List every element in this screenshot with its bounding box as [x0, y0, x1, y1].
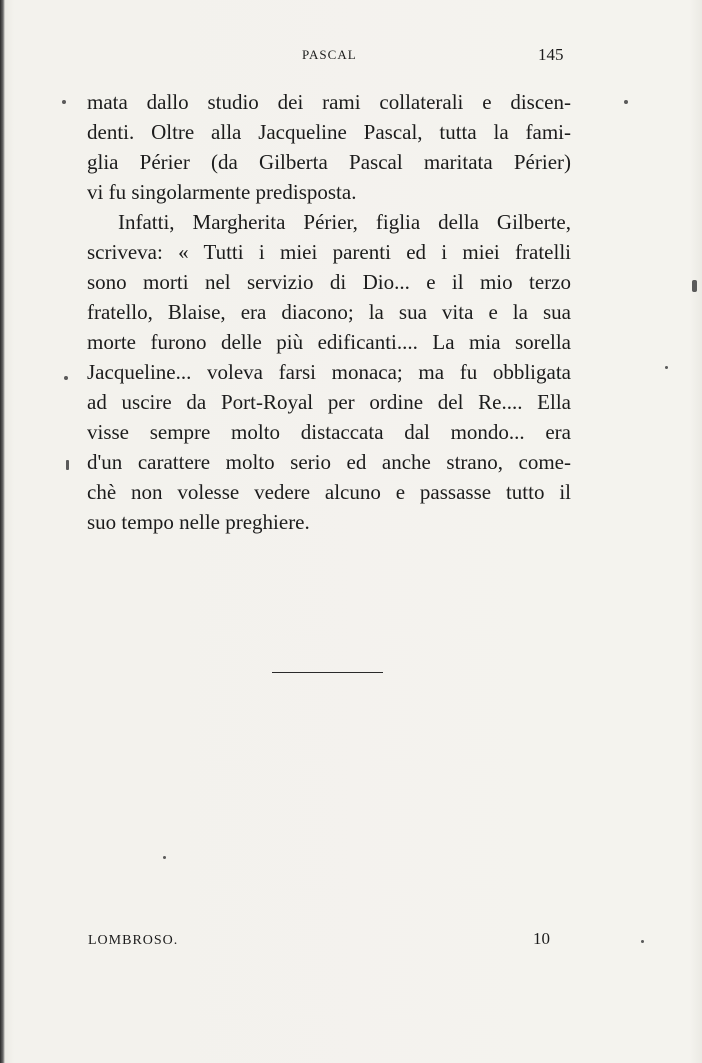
text-line-2: denti. Oltre alla Jacqueline Pascal, tutta la fami- — [87, 120, 571, 144]
paper-speck — [163, 856, 166, 859]
running-head: PASCAL — [302, 47, 357, 62]
paper-speck — [62, 100, 66, 104]
text-line-15: suo tempo nelle preghiere. — [87, 510, 310, 534]
text-line-7: sono morti nel servizio di Dio... e il mio terzo — [87, 270, 571, 294]
paper-speck — [692, 280, 697, 292]
text-line-6: scriveva: « Tutti i miei parenti ed i miei fratelli — [87, 240, 571, 264]
page-binding-edge — [0, 0, 5, 1063]
paper-speck — [64, 376, 68, 380]
printer-signature: LOMBROSO. — [88, 933, 179, 948]
text-line-1: mata dallo studio dei rami collaterali e discen- — [87, 90, 571, 114]
signature-number: 10 — [533, 929, 550, 948]
page-number: 145 — [538, 45, 564, 64]
text-line-14: chè non volesse vedere alcuno e passasse tutto il — [87, 480, 571, 504]
text-line-3: glia Périer (da Gilberta Pascal maritata Périer) — [87, 150, 571, 174]
text-line-11: ad uscire da Port-Royal per ordine del Re.... Ella — [87, 390, 571, 414]
text-line-4: vi fu singolarmente predisposta. — [87, 180, 357, 204]
text-line-12: visse sempre molto distaccata dal mondo... era — [87, 420, 571, 444]
text-line-5: Infatti, Margherita Périer, figlia della Gilberte, — [118, 210, 571, 234]
paper-speck — [665, 366, 668, 369]
paper-speck — [641, 940, 644, 943]
text-line-13: d'un carattere molto serio ed anche strano, come- — [87, 450, 571, 474]
text-line-9: morte furono delle più edificanti.... La mia sorella — [87, 330, 571, 354]
section-rule — [272, 672, 383, 673]
text-line-10: Jacqueline... voleva farsi monaca; ma fu obbligata — [87, 360, 571, 384]
paper-speck — [624, 100, 628, 104]
paper-speck — [66, 460, 69, 470]
text-line-8: fratello, Blaise, era diacono; la sua vita e la sua — [87, 300, 571, 324]
